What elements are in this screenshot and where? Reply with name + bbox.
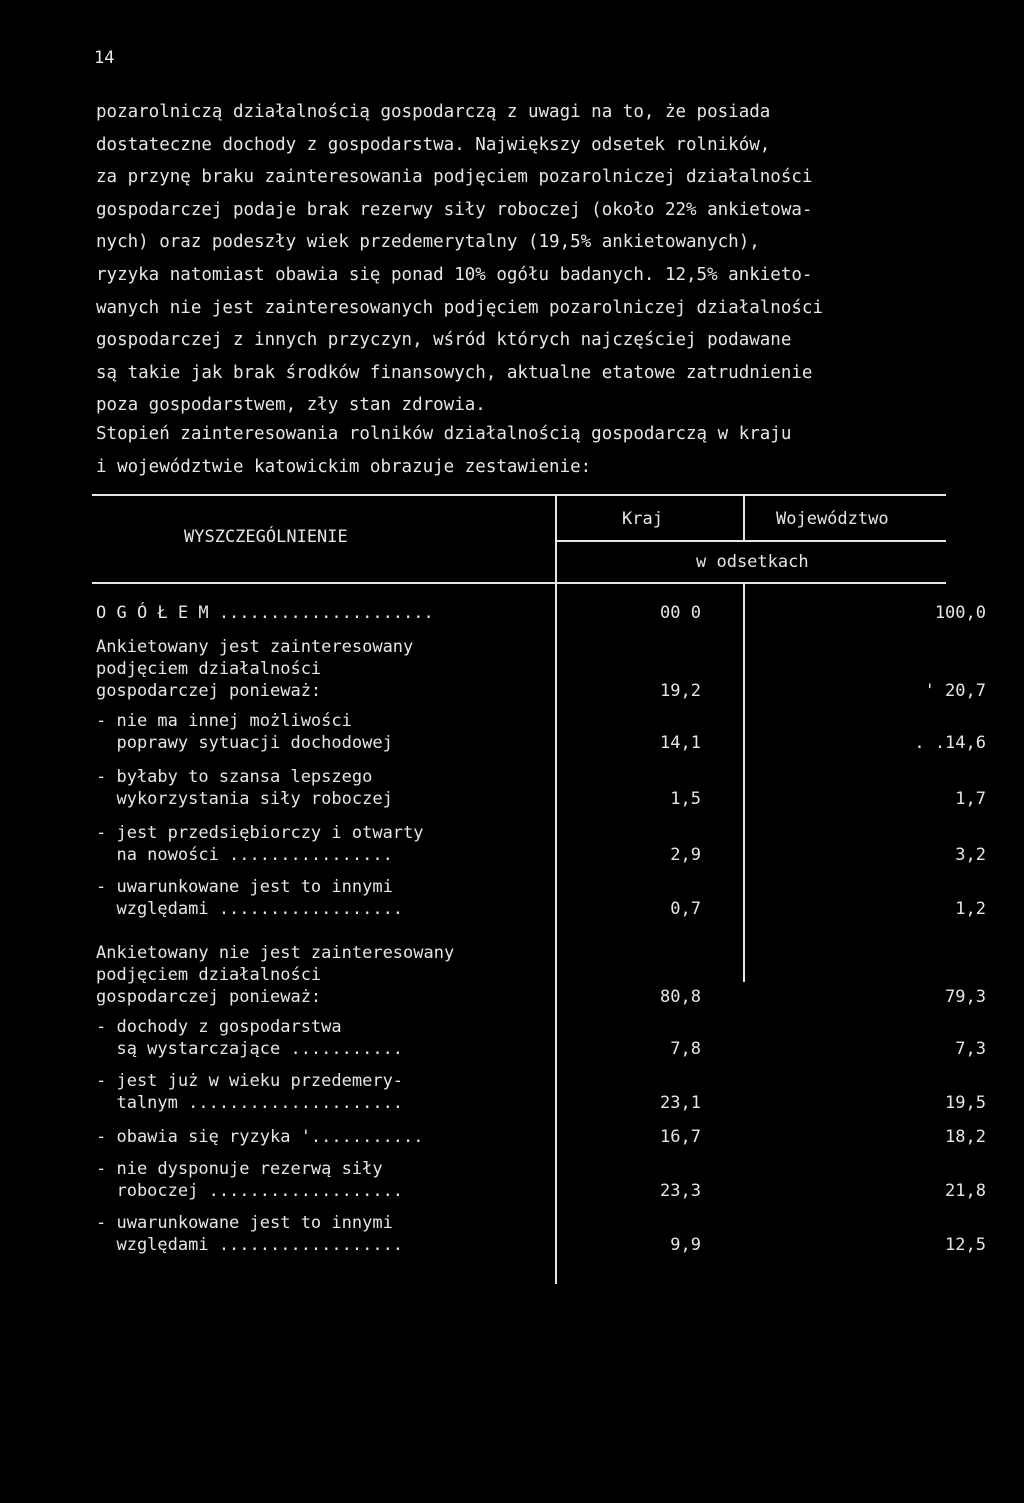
row-description xyxy=(96,1212,403,1256)
header-col-kraj: Kraj xyxy=(622,509,663,529)
description-line: - dochody z gospodarstwa xyxy=(96,1017,342,1037)
text-line: nych) oraz podeszły wiek przedemerytalny (19,5% ankietowanych), xyxy=(96,232,760,253)
value-wojewodztwo: 7,3 xyxy=(955,1039,986,1059)
value-wojewodztwo: 1,7 xyxy=(955,789,986,809)
text-line: pozarolniczą działalnością gospodarczą z uwagi na to, że posiada xyxy=(96,102,771,122)
row-description xyxy=(96,602,434,624)
description-line: gospodarczej ponieważ: xyxy=(96,681,322,701)
description-line: względami .................. xyxy=(96,899,404,919)
text-line: Stopień zainteresowania rolników działalnością gospodarczą w kraju xyxy=(96,424,792,444)
value-kraj: 80,8 xyxy=(660,987,701,1007)
text-line: za przynę braku zainteresowania podjęciem pozarolniczej działalności xyxy=(96,167,813,188)
description-line: talnym ..................... xyxy=(96,1093,404,1113)
description-line: Ankietowany jest zainteresowany xyxy=(96,637,414,657)
description-line: Ankietowany nie jest zainteresowany xyxy=(96,943,455,963)
header-bottom-rule xyxy=(92,582,946,584)
value-kraj: 7,8 xyxy=(670,1039,701,1059)
description-line: - jest przedsiębiorczy i otwarty xyxy=(96,823,424,843)
value-wojewodztwo: . .14,6 xyxy=(914,733,986,753)
description-line: są wystarczające ........... xyxy=(96,1039,404,1059)
description-line: - uwarunkowane jest to innymi xyxy=(96,877,393,897)
description-line: na nowości ................ xyxy=(96,845,393,865)
text-line: ryzyka natomiast obawia się ponad 10% ogółu badanych. 12,5% ankieto- xyxy=(96,264,813,285)
value-wojewodztwo: 79,3 xyxy=(945,987,986,1007)
value-kraj: 1,5 xyxy=(670,789,701,809)
header-sub-rule xyxy=(556,540,946,542)
value-kraj: 19,2 xyxy=(660,681,701,701)
description-line: podjęciem działalności xyxy=(96,659,322,679)
row-description xyxy=(96,942,454,1008)
description-line: - obawia się ryzyka '........... xyxy=(96,1127,424,1147)
description-line: - nie ma innej możliwości xyxy=(96,711,352,731)
value-kraj: 00 0 xyxy=(660,603,701,623)
description-line: względami .................. xyxy=(96,1235,404,1255)
value-kraj: 0,7 xyxy=(670,899,701,919)
value-kraj: 23,1 xyxy=(660,1093,701,1113)
row-description xyxy=(96,710,393,754)
row-description xyxy=(96,822,424,866)
text-line: są takie jak brak środków finansowych, aktualne etatowe zatrudnienie xyxy=(96,362,813,383)
table-top-rule xyxy=(92,494,946,496)
description-line: roboczej ................... xyxy=(96,1181,404,1201)
column-divider-right-lower xyxy=(743,582,745,982)
description-line: - jest już w wieku przedemery- xyxy=(96,1071,404,1091)
row-description xyxy=(96,766,393,810)
value-wojewodztwo: 3,2 xyxy=(955,845,986,865)
column-divider-left xyxy=(555,494,557,1284)
value-wojewodztwo: ' 20,7 xyxy=(924,681,986,701)
text-line: gospodarczej podaje brak rezerwy siły roboczej (około 22% ankietowa- xyxy=(96,199,813,220)
value-kraj: 14,1 xyxy=(660,733,701,753)
description-line: O G Ó Ł E M ..................... xyxy=(96,603,434,623)
description-line: poprawy sytuacji dochodowej xyxy=(96,733,393,753)
value-wojewodztwo: 21,8 xyxy=(945,1181,986,1201)
text-line: gospodarczej z innych przyczyn, wśród których najczęściej podawane xyxy=(96,330,792,351)
value-kraj: 2,9 xyxy=(670,845,701,865)
text-line: poza gospodarstwem, zły stan zdrowia. xyxy=(96,395,486,416)
header-col-wojewodztwo: Województwo xyxy=(776,509,889,529)
row-description xyxy=(96,876,403,920)
value-wojewodztwo: 19,5 xyxy=(945,1093,986,1113)
row-description xyxy=(96,636,413,702)
description-line: wykorzystania siły roboczej xyxy=(96,789,393,809)
row-description xyxy=(96,1158,403,1202)
value-wojewodztwo: 18,2 xyxy=(945,1127,986,1147)
description-line: - uwarunkowane jest to innymi xyxy=(96,1213,393,1233)
description-line: - nie dysponuje rezerwą siły xyxy=(96,1159,383,1179)
value-wojewodztwo: 100,0 xyxy=(934,603,986,623)
text-line: wanych nie jest zainteresowanych podjęciem pozarolniczej działalności xyxy=(96,297,823,318)
value-wojewodztwo: 12,5 xyxy=(945,1235,986,1255)
description-line: podjęciem działalności xyxy=(96,965,322,985)
column-divider-right xyxy=(743,494,745,542)
row-description xyxy=(96,1126,424,1148)
value-kraj: 16,7 xyxy=(660,1127,701,1147)
value-kraj: 9,9 xyxy=(670,1235,701,1255)
value-kraj: 23,3 xyxy=(660,1181,701,1201)
description-line: - byłaby to szansa lepszego xyxy=(96,767,373,787)
text-line: dostateczne dochody z gospodarstwa. Największy odsetek rolników, xyxy=(96,134,771,155)
header-label: WYSZCZEGÓLNIENIE xyxy=(184,527,348,547)
page-number: 14 xyxy=(94,48,115,68)
description-line: gospodarczej ponieważ: xyxy=(96,987,322,1007)
row-description xyxy=(96,1016,403,1060)
row-description xyxy=(96,1070,403,1114)
value-wojewodztwo: 1,2 xyxy=(955,899,986,919)
header-unit: w odsetkach xyxy=(696,552,809,572)
text-line: i województwie katowickim obrazuje zestawienie: xyxy=(96,456,592,477)
